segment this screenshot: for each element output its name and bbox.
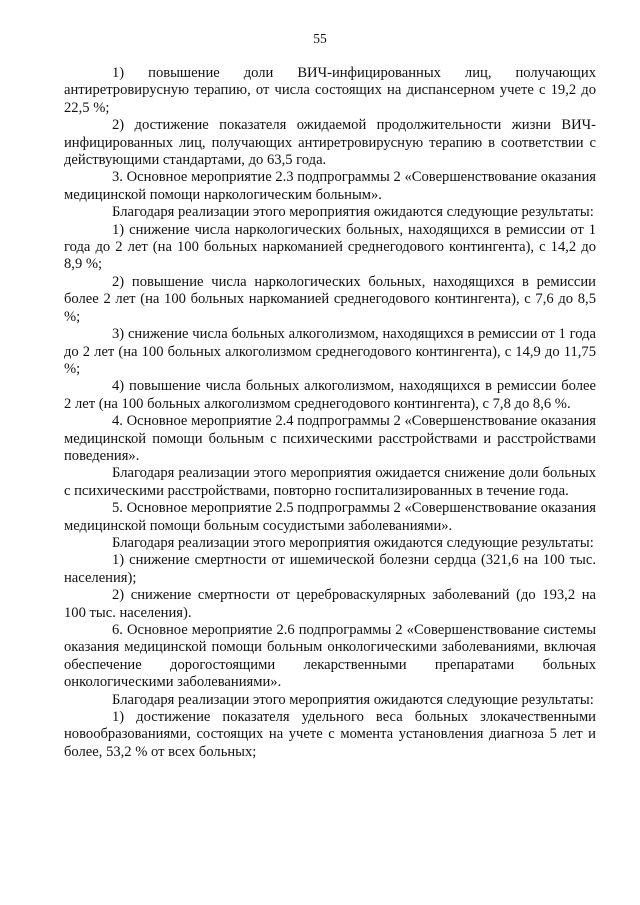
paragraph-measure-2-3: 3. Основное мероприятие 2.3 подпрограммы 2 «Совершенствование оказания медицинской помощи наркологическим больным». [64,169,596,203]
paragraph-narcology-remission-2plus: 2) повышение числа наркологических больных, находящихся в ремиссии более 2 лет (на 100 больных наркоманией среднегодового контингента), с 7,6 до 8,5 %; [64,273,596,325]
paragraph-alcohol-remission-1-2: 3) снижение числа больных алкоголизмом, находящихся в ремиссии от 1 года до 2 лет (на 100 больных алкоголизмом среднегодового контингента), с 14,9 до 11,75 %; [64,326,596,377]
paragraph-results-2-4: Благодаря реализации этого мероприятия ожидается снижение доли больных с психическими расстройствами, повторно госпитализированных в течение года. [64,465,596,499]
paragraph-oncology-5-years: 1) достижение показателя удельного веса больных злокачественными новообразованиями, состоящих на учете с момента установления диагноза 5 лет и более, 53,2 % от всех больных; [64,709,596,760]
page-number: 55 [313,31,327,46]
paragraph-results-intro-2-3: Благодаря реализации этого мероприятия ожидаются следующие результаты: [112,204,594,221]
paragraph-results-intro-2-6: Благодаря реализации этого мероприятия ожидаются следующие результаты: [112,691,594,708]
paragraph-measure-2-5: 5. Основное мероприятие 2.5 подпрограммы 2 «Совершенствование оказания медицинской помощи больным сосудистыми заболеваниями». [64,500,596,534]
paragraph-measure-2-4: 4. Основное мероприятие 2.4 подпрограммы 2 «Совершенствование оказания медицинской помощи больным с психическими расстройствами и расстройствами поведения». [64,413,596,464]
paragraph-hiv-life-expectancy: 2) достижение показателя ожидаемой продолжительности жизни ВИЧ-инфицированных лиц, получающих антиретровирусную терапию в соответствии с действующими стандартами, до 63,5 года. [64,117,596,169]
paragraph-hiv-share: 1) повышение доли ВИЧ-инфицированных лиц, получающих антиретровирусную терапию, от числа состоящих на диспансерном учете с 19,2 до 22,5 %; [64,65,596,116]
paragraph-cerebrovascular-mortality: 2) снижение смертности от цереброваскулярных заболеваний (до 193,2 на 100 тыс. населения). [64,587,596,621]
paragraph-alcohol-remission-2plus: 4) повышение числа больных алкоголизмом, находящихся в ремиссии более 2 лет (на 100 больных алкоголизмом среднегодового контингента), с 7,8 до 8,6 %. [64,378,596,412]
paragraph-measure-2-6: 6. Основное мероприятие 2.6 подпрограммы 2 «Совершенствование системы оказания медицинской помощи больным онкологическими заболеваниями, включая обеспечение дорогостоящими лекарственными препаратами больных онкологическими заболеваниями». [64,622,596,691]
paragraph-narcology-remission-1-2: 1) снижение числа наркологических больных, находящихся в ремиссии от 1 года до 2 лет (на 100 больных наркоманией среднегодового контингента), с 14,2 до 8,9 %; [64,221,596,273]
body-text [64,65,596,761]
paragraph-ischemic-mortality: 1) снижение смертности от ишемической болезни сердца (321,6 на 100 тыс. населения); [64,552,596,586]
paragraph-results-intro-2-5: Благодаря реализации этого мероприятия ожидаются следующие результаты: [112,534,594,551]
